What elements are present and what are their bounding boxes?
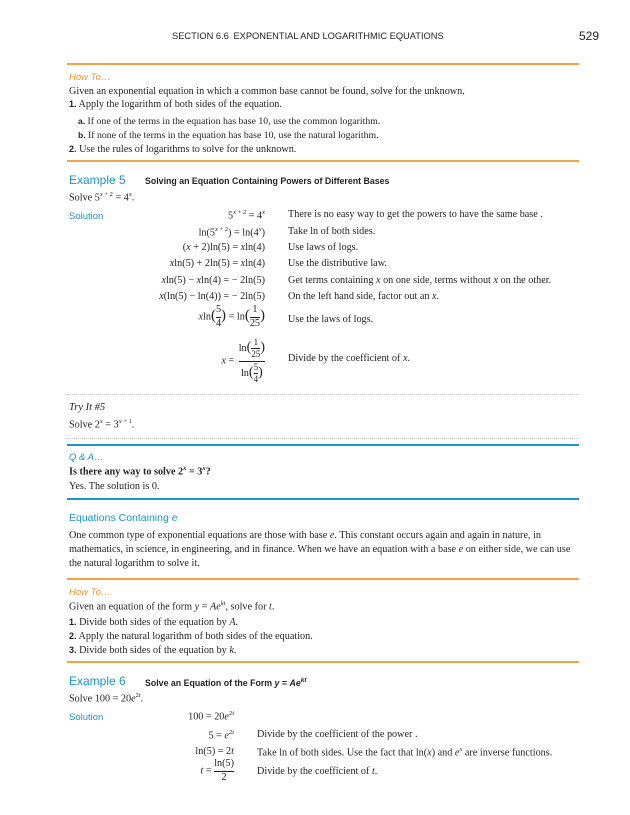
substep-text: If none of the terms in the equation has base 10, use the natural logarithm. (88, 130, 379, 141)
howto-step-1b (78, 130, 379, 141)
example-6-problem: Solve $100 = 20e^{2t}$. (69, 692, 144, 705)
equation-row: ln(5) = 2t (195, 746, 234, 757)
equation-note: Divide by the coefficient of x. (288, 353, 411, 364)
equation-note: Use laws of logs. (288, 242, 359, 253)
equation-row: (x + 2)ln(5) = xln(4) (182, 242, 265, 253)
substep-text: If one of the terms in the equation has base 10, use the common logarithm. (87, 116, 381, 127)
equation-row: $5 = e^{2t}$ (208, 729, 234, 742)
equation-note: Take ln of both sides. Use the fact that ln(x) and $e^x$ are inverse functions. (257, 746, 553, 759)
equation-note: Get terms containing x on one side, terms without x on the other. (288, 275, 552, 286)
howto-step-2 (69, 144, 296, 155)
equation-note: Use the distributive law. (288, 258, 387, 269)
equation-note: On the left hand side, factor out an x. (288, 291, 440, 302)
howto-step-1 (69, 99, 282, 110)
howto-top-rule (67, 63, 579, 65)
example-5-title: Solving an Equation Containing Powers of Different Bases (145, 176, 390, 186)
running-header (172, 31, 444, 41)
howto-label: How To… (69, 72, 111, 83)
howto-2-step: 2. Apply the natural logarithm of both sides of the equation. (69, 631, 313, 642)
substep-letter: b. (78, 130, 86, 140)
howto-2-intro: Given an equation of the form $y = Ae^{kt}$, solve for t. (69, 600, 275, 613)
equation-row: $xln(\frac{5}{4}) = \ln(\frac{1}{25})$ (198, 304, 265, 329)
page-number: 529 (579, 29, 600, 43)
equation-note: Divide by the coefficient of the power . (257, 729, 418, 740)
example-6-title: Solve an Equation of the Form $y = Ae^{kt}$ (145, 677, 307, 688)
howto-step-1a (78, 116, 380, 127)
example-5-end-rule (67, 394, 579, 395)
example-5-problem: Solve $5^{x + 2} = 4^x$. (69, 191, 135, 204)
equation-note: Divide by the coefficient of t. (257, 766, 378, 777)
step-text: Use the rules of logarithms to solve for the unknown. (79, 144, 297, 155)
howto-intro: Given an exponential equation in which a common base cannot be found, solve for the unknown. (69, 86, 465, 97)
equation-note: Take ln of both sides. (288, 226, 376, 237)
equation-row: $\ln(5^{x + 2}) = \ln(4^x)$ (198, 226, 265, 239)
equation-row: x(ln(5) − ln(4)) = − 2ln(5) (159, 291, 265, 302)
example-5-solution-label: Solution (69, 211, 104, 222)
equation-note: There is no easy way to get the powers to have the same base . (288, 209, 543, 220)
equation-row: $x = \frac{\ln(\frac{1}{25})}{\ln(\frac{5}{4})}$ (221, 337, 265, 385)
qa-answer: Yes. The solution is 0. (69, 481, 160, 492)
section-heading: Equations Containing e (69, 512, 178, 524)
example-5-label: Example 5 (69, 173, 126, 187)
howto-2-bottom-rule (67, 661, 579, 663)
equation-row: xln(5) + 2ln(5) = xln(4) (169, 258, 265, 269)
example-6-solution-label: Solution (69, 712, 104, 723)
howto-2-label: How To… (69, 587, 111, 598)
section-number: SECTION 6.6 (172, 31, 229, 41)
howto-2-step: 1. Divide both sides of the equation by A. (69, 617, 239, 628)
step-number: 1. (69, 99, 77, 109)
howto-2-top-rule (67, 578, 579, 580)
example-6-label: Example 6 (69, 674, 126, 688)
substep-letter: a. (78, 116, 86, 126)
step-text: Apply the logarithm of both sides of the equation. (78, 99, 282, 110)
qa-label: Q & A… (69, 452, 104, 463)
section-paragraph: One common type of exponential equations are those with base e. This constant occurs again and again in nature, in mathematics, in science, in engineering, and in finance. When we have an equation with a base e on either side, we can use the natural logarithm to solve it. (69, 530, 571, 569)
section-title: EXPONENTIAL AND LOGARITHMIC EQUATIONS (233, 31, 444, 41)
qa-top-rule (67, 444, 579, 446)
howto-2-step: 3. Divide both sides of the equation by k. (69, 645, 237, 656)
equation-row: $t = \frac{\ln(5)}{2}$ (200, 758, 234, 783)
qa-bottom-rule (67, 498, 579, 500)
try-it-label: Try It #5 (69, 402, 106, 413)
try-it-problem: Solve $2^x = 3^{x + 1}$. (69, 418, 135, 431)
try-it-end-rule (67, 438, 579, 439)
equation-row: $5^{x + 2} = 4^x$ (228, 209, 265, 222)
howto-bottom-rule (67, 160, 579, 162)
equation-row: xln(5) − xln(4) = − 2ln(5) (161, 275, 265, 286)
qa-question: Is there any way to solve $2^x = 3^x$? (69, 465, 211, 478)
equation-row: $100 = 20e^{2t}$ (188, 710, 234, 723)
step-number: 2. (69, 144, 77, 154)
equation-note: Use the laws of logs. (288, 314, 374, 325)
